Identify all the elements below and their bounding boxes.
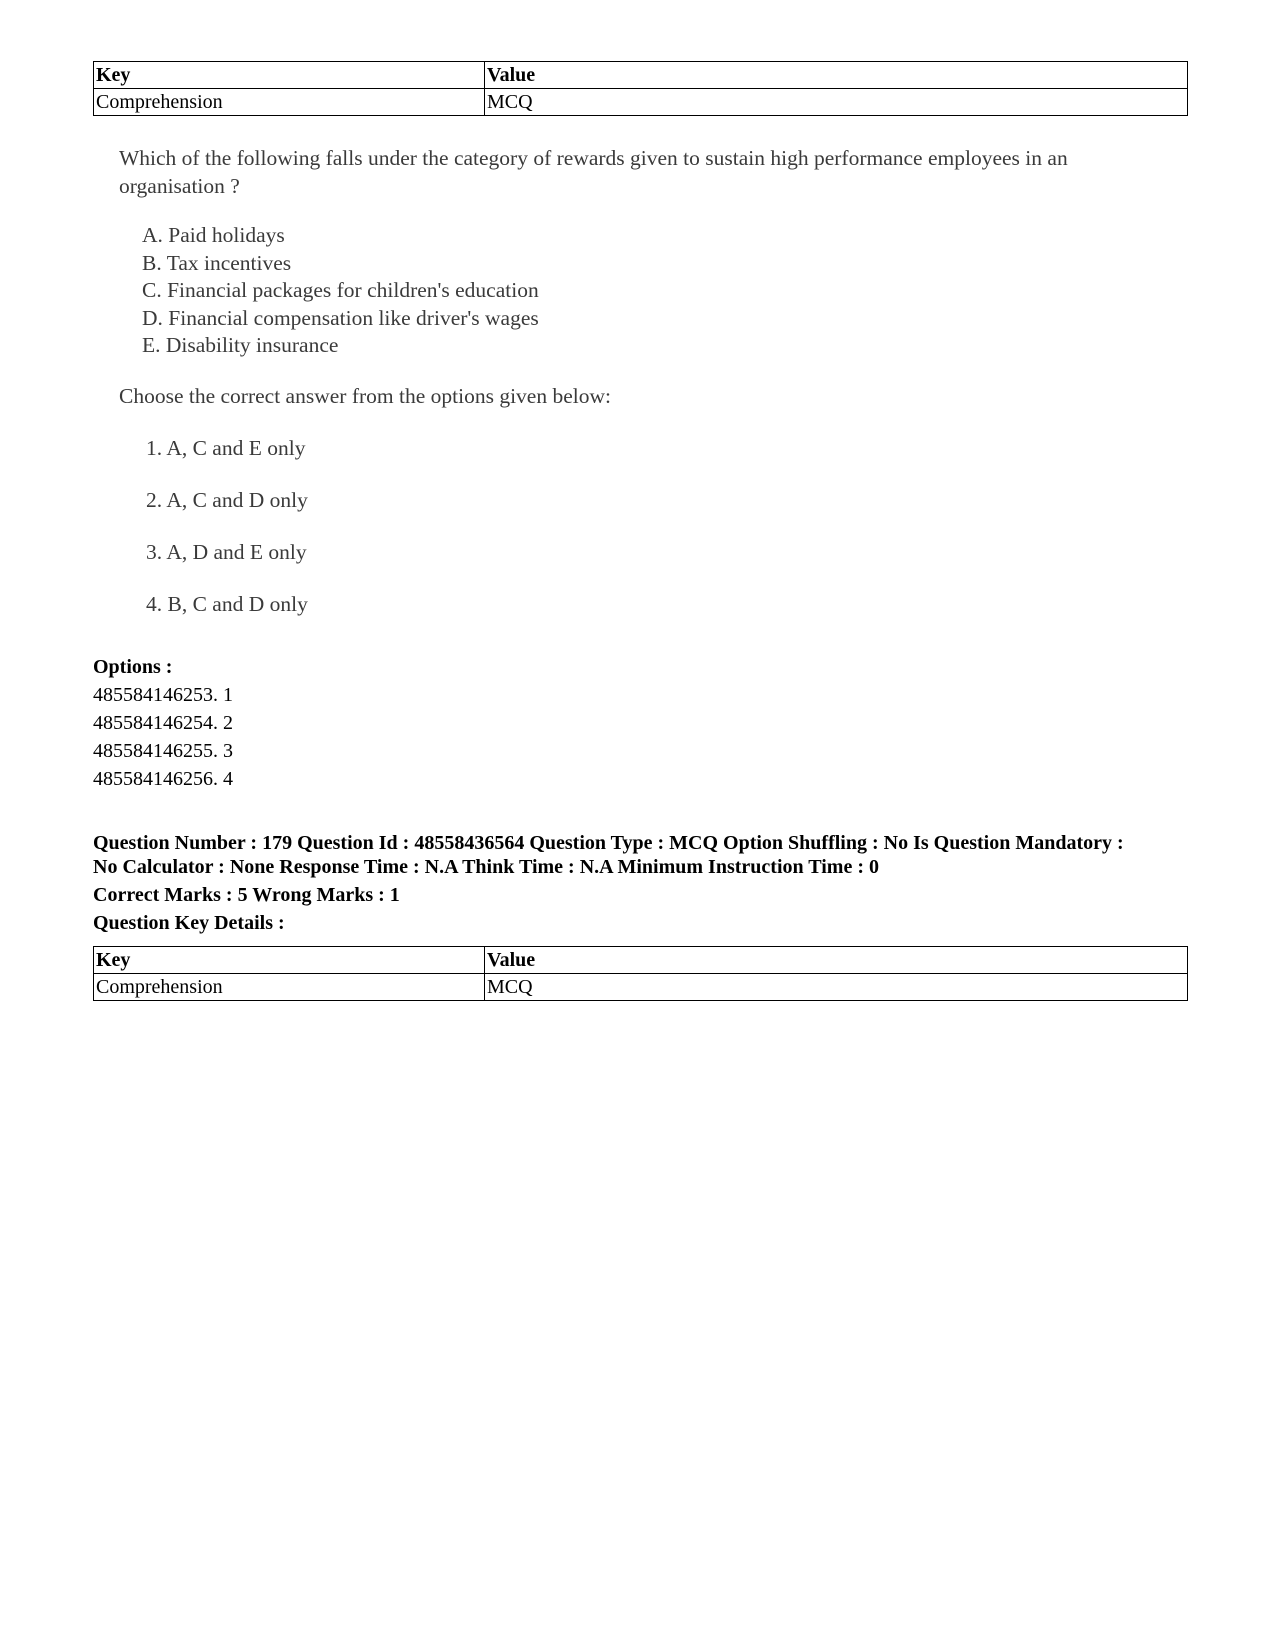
question-marks: Correct Marks : 5 Wrong Marks : 1 — [93, 884, 400, 906]
answer-choice: 2. A, C and D only — [146, 488, 308, 512]
question-statement: A. Paid holidays — [142, 223, 285, 247]
option-item: 485584146253. 1 — [93, 684, 233, 706]
option-item: 485584146256. 4 — [93, 768, 233, 790]
table-header-row — [94, 947, 1188, 974]
table-cell-value: MCQ — [485, 89, 1188, 116]
answer-choice: 3. A, D and E only — [146, 540, 307, 564]
question-statement: B. Tax incentives — [142, 250, 292, 275]
question-stem: Which of the following falls under the category of rewards given to sustain high performance employees in an organisation ? — [119, 146, 1068, 198]
question-meta-line-2: No Calculator : None Response Time : N.A Think Time : N.A Minimum Instruction Time : 0 — [93, 856, 879, 878]
question-statement-list — [142, 222, 539, 360]
option-item: 485584146254. 2 — [93, 712, 233, 734]
table-cell-key: Comprehension — [94, 89, 485, 116]
question-key-table-bottom — [93, 946, 1188, 1001]
table-header-row — [94, 62, 1188, 89]
question-meta-line-1: Question Number : 179 Question Id : 48558436564 Question Type : MCQ Option Shuffling : No Is Question Mandatory : — [93, 832, 1124, 854]
question-content-image — [102, 140, 1172, 640]
table-header-key: Key — [94, 947, 485, 974]
options-heading: Options : — [93, 656, 173, 678]
table-row — [94, 89, 1188, 116]
table-row — [94, 974, 1188, 1001]
table-cell-key: Comprehension — [94, 974, 485, 1001]
table-cell-value: MCQ — [485, 974, 1188, 1001]
question-key-details-heading: Question Key Details : — [93, 912, 285, 934]
question-statement: D. Financial compensation like driver's wages — [142, 305, 539, 330]
table-header-value: Value — [485, 947, 1188, 974]
option-item: 485584146255. 3 — [93, 740, 233, 762]
question-statement: C. Financial packages for children's education — [142, 278, 539, 302]
table-header-key: Key — [94, 62, 485, 89]
question-key-table-top — [93, 61, 1188, 116]
table-header-value: Value — [485, 62, 1188, 89]
answer-choice: 1. A, C and E only — [146, 436, 306, 460]
answer-choice: 4. B, C and D only — [146, 592, 308, 616]
question-instruction: Choose the correct answer from the options given below: — [119, 384, 611, 408]
question-statement: E. Disability insurance — [142, 333, 339, 357]
